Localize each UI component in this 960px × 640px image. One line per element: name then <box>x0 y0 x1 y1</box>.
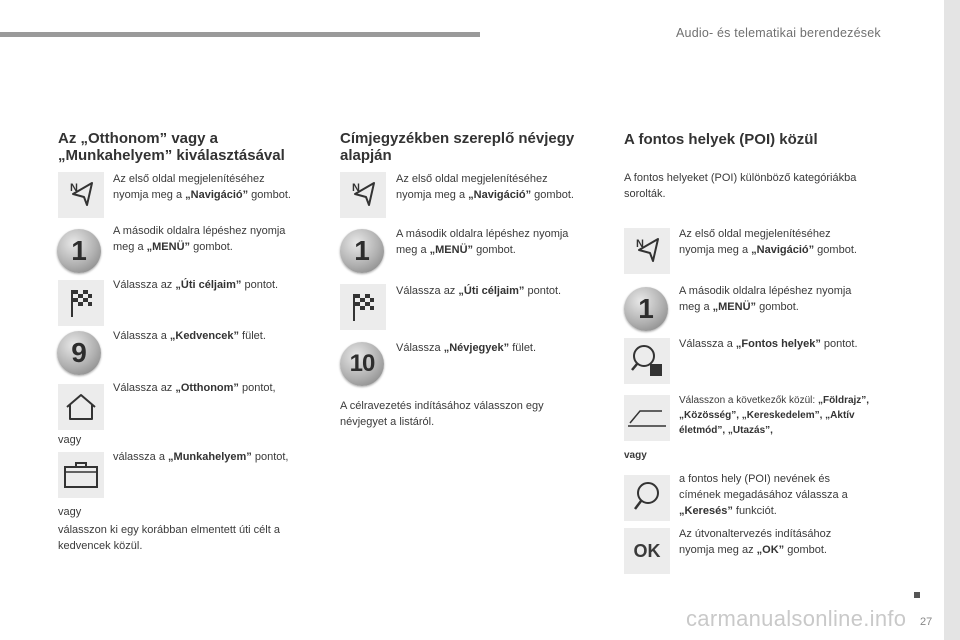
col3-step-poi: Válassza a „Fontos helyek” pontot. <box>679 338 858 350</box>
col2-step-contacts: Válassza „Névjegyek” fület. <box>396 342 537 354</box>
col3-intro: A fontos helyeket (POI) különböző kategóriákba sorolták. <box>624 172 857 200</box>
end-of-page-marker <box>914 592 920 598</box>
poi-search-icon <box>624 338 670 384</box>
ok-label: OK <box>633 541 661 561</box>
ok-button-icon <box>624 528 670 574</box>
svg-text:N: N <box>352 182 360 194</box>
checkered-flag-icon <box>58 280 104 326</box>
col1-step-destinations: Válassza az „Úti céljaim” pontot. <box>113 279 279 291</box>
search-icon <box>624 475 670 521</box>
header-rule <box>0 32 480 37</box>
col2-step-select-contact: A célravezetés indításához válasszon egy névjegyet a listáról. <box>340 400 544 428</box>
svg-text:N: N <box>70 182 78 194</box>
col1-heading: Az „Otthonom” vagy a „Munkahelyem” kiválasztásával <box>58 130 285 164</box>
col1-or-1: vagy <box>58 434 82 446</box>
home-icon <box>58 384 104 430</box>
col1-step-favourites: Válassza a „Kedvencek” fület. <box>113 330 266 342</box>
col3-step-ok: Az útvonaltervezés indításához nyomja meg az „OK” gombot. <box>679 528 832 556</box>
col1-step-menu: A második oldalra lépéshez nyomja meg a „MENÜ” gombot. <box>113 225 286 253</box>
contacts-badge: 10 <box>340 342 384 386</box>
category-list-icon <box>624 395 670 441</box>
col2-step-destinations: Válassza az „Úti céljaim” pontot. <box>396 285 562 297</box>
col1-step-work: válassza a „Munkahelyem” pontot, <box>113 451 289 463</box>
col1-step-navigation: Az első oldal megjelenítéséhez nyomja meg a „Navigáció” gombot. <box>113 173 291 201</box>
menu-badge: 1 <box>624 287 668 331</box>
col1-or-2: vagy <box>58 506 82 518</box>
section-title: Audio- és telematikai berendezések <box>676 26 881 40</box>
favourites-badge: 9 <box>57 331 101 375</box>
col2-heading: Címjegyzékben szereplő névjegy alapján <box>340 130 575 164</box>
page-edge-strip <box>944 0 960 640</box>
col3-step-categories: Válasszon a következők közül: „Földrajz”, „Közösség”, „Kereskedelem”, „Aktív életmód”, „Utazás”, <box>679 395 870 436</box>
col1-step-saved: válasszon ki egy korábban elmentett úti célt a kedvencek közül. <box>58 524 280 552</box>
briefcase-icon <box>58 452 104 498</box>
col1-step-home: Válassza az „Otthonom” pontot, <box>113 382 276 394</box>
navigation-button-icon <box>58 172 104 218</box>
menu-badge: 1 <box>57 229 101 273</box>
col2-step-menu: A második oldalra lépéshez nyomja meg a „MENÜ” gombot. <box>396 228 569 256</box>
col3-step-menu: A második oldalra lépéshez nyomja meg a „MENÜ” gombot. <box>679 285 852 313</box>
svg-text:N: N <box>636 238 644 250</box>
watermark: carmanualsonline.info <box>686 606 907 631</box>
col3-step-navigation: Az első oldal megjelenítéséhez nyomja meg a „Navigáció” gombot. <box>679 228 857 256</box>
col2-step-navigation: Az első oldal megjelenítéséhez nyomja meg a „Navigáció” gombot. <box>396 173 574 201</box>
navigation-button-icon <box>340 172 386 218</box>
checkered-flag-icon <box>340 284 386 330</box>
navigation-button-icon <box>624 228 670 274</box>
page-number: 27 <box>920 616 933 628</box>
col3-step-search: a fontos hely (POI) nevének és címének megadásához válassza a „Keresés” funkciót. <box>679 473 848 517</box>
col3-heading: A fontos helyek (POI) közül <box>624 131 818 148</box>
col3-or-1: vagy <box>624 450 647 461</box>
menu-badge: 1 <box>340 229 384 273</box>
